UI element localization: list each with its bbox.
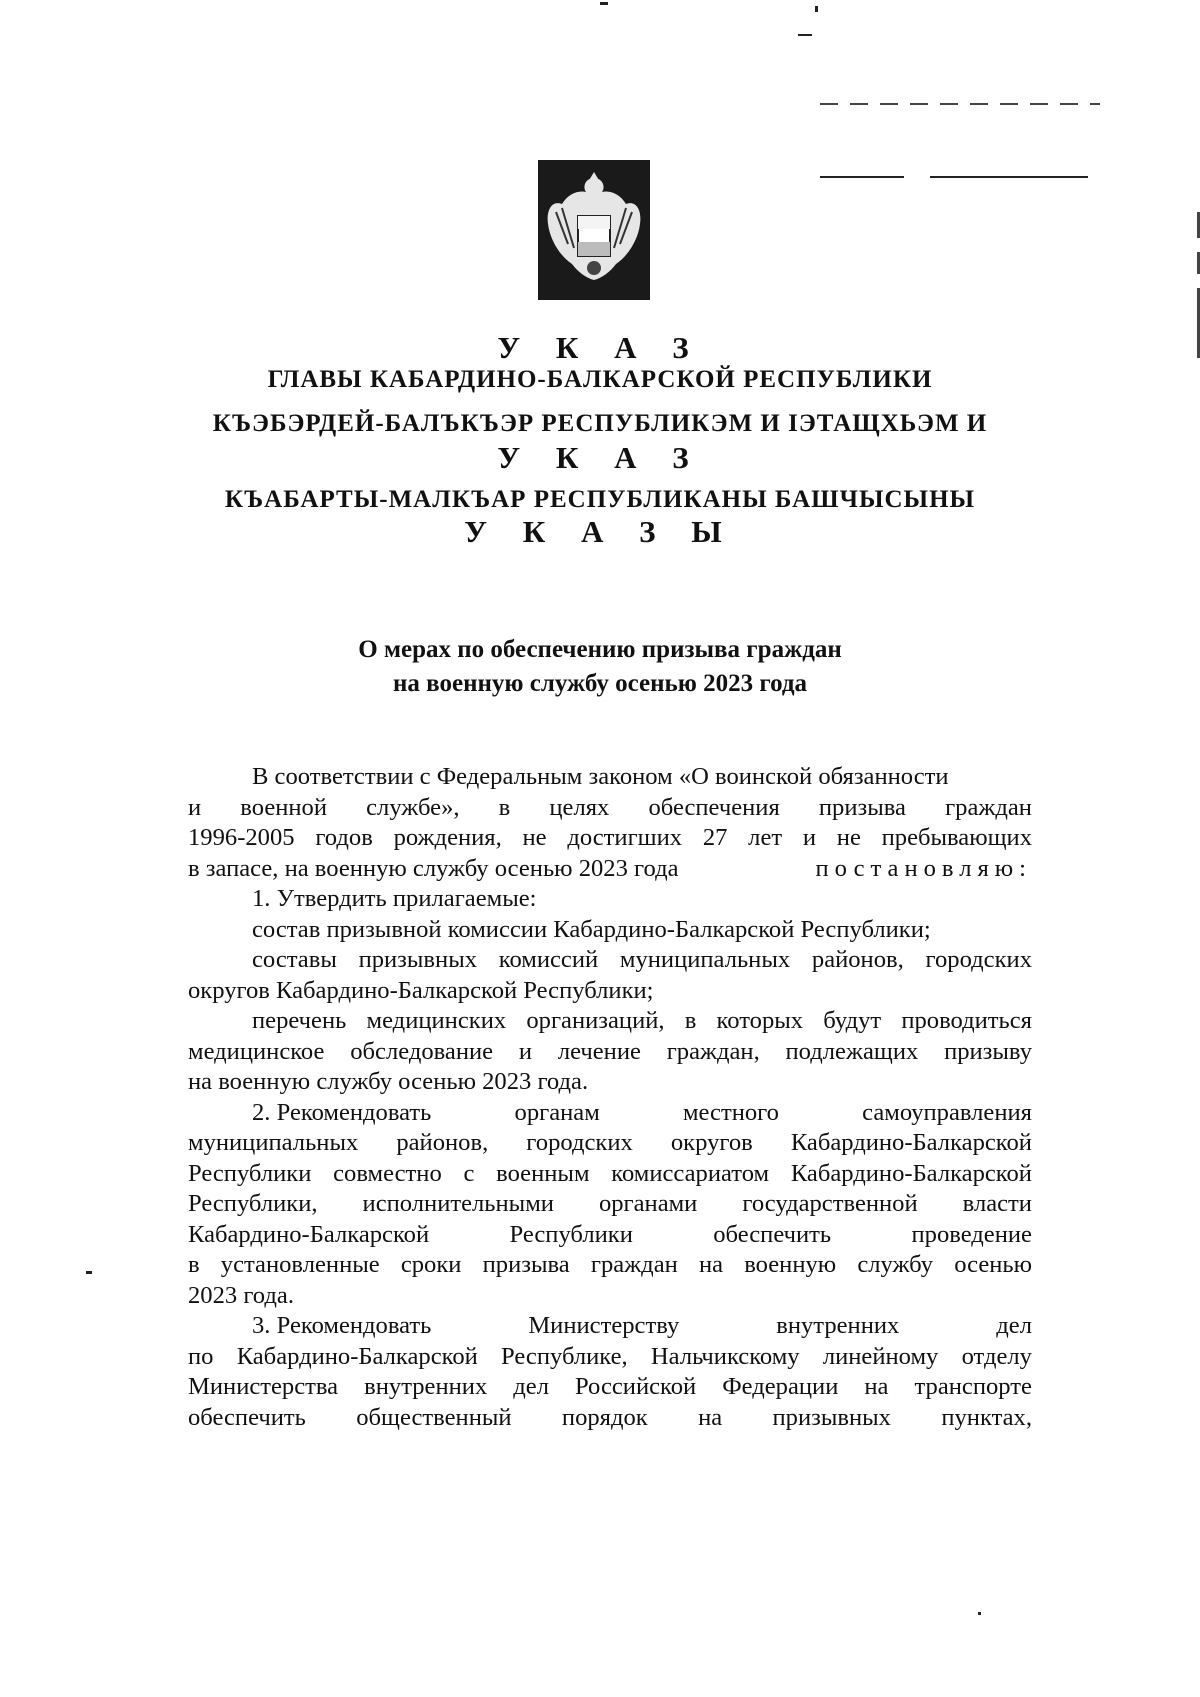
body-word: обеспечить — [188, 1403, 306, 1431]
body-word: военную — [744, 1251, 837, 1278]
body-line — [188, 1403, 1032, 1434]
body-word: совместно — [333, 1159, 442, 1187]
body-word: округов — [670, 1129, 753, 1156]
body-line — [188, 1220, 1032, 1251]
body-line: 2023 года. — [188, 1281, 294, 1309]
decree-title — [0, 633, 1200, 701]
body-word: Министерства — [188, 1373, 339, 1400]
body-word: и — [188, 793, 202, 821]
body-line — [188, 1372, 1032, 1403]
body-word: Кабардино-Балкарской — [790, 1129, 1032, 1156]
body-word: внутренних — [364, 1373, 488, 1400]
scan-mark — [600, 2, 608, 5]
body-line — [188, 1250, 1032, 1281]
body-word: организаций, — [526, 1007, 665, 1034]
body-word: Федерации — [722, 1373, 839, 1400]
body-word: будут — [823, 1007, 882, 1034]
body-word: перечень — [252, 1007, 347, 1034]
body-line — [188, 1037, 1032, 1068]
body-line — [188, 1311, 1032, 1342]
body-word: призыву — [944, 1037, 1032, 1065]
body-line — [188, 1189, 1032, 1220]
body-word: сроки — [400, 1251, 462, 1278]
body-word: граждан — [590, 1251, 678, 1278]
body-word: не — [836, 824, 861, 851]
body-text: в запасе, на военную службу осенью 2023 года — [188, 854, 679, 882]
body-word: порядок — [561, 1403, 648, 1431]
body-word: отделу — [961, 1342, 1032, 1370]
body-line: В соответствии с Федеральным законом «О воинской обязанности — [252, 763, 949, 790]
body-word: местного — [682, 1098, 779, 1126]
body-word: достигших — [567, 824, 683, 851]
body-line — [188, 1006, 1032, 1037]
body-word: рождения, — [393, 824, 502, 851]
decree-heading-kabardian: У К А З — [497, 440, 703, 475]
body-line — [188, 945, 1032, 976]
body-word: Республики — [188, 1159, 312, 1187]
body-word: составы — [252, 946, 337, 973]
body-word: призыва — [818, 793, 906, 821]
body-word: Кабардино-Балкарской — [790, 1159, 1032, 1187]
body-word: комиссий — [498, 946, 599, 973]
body-word: внутренних — [776, 1312, 900, 1339]
scan-dash-line — [820, 103, 1100, 105]
scan-mark — [815, 6, 818, 12]
body-word: государственной — [742, 1190, 918, 1217]
body-word: муниципальных — [619, 946, 791, 973]
body-word: Министерству — [528, 1312, 680, 1339]
body-word: транспорте — [914, 1373, 1032, 1400]
resolve-word: постановляю: — [815, 854, 1032, 882]
body-line: 1. Утвердить прилагаемые: — [252, 885, 537, 912]
body-word: осенью — [954, 1251, 1032, 1278]
body-word: лечение — [557, 1037, 641, 1065]
body-word: обеспечить — [713, 1220, 832, 1248]
issuer-ru: ГЛАВЫ КАБАРДИНО-БАЛКАРСКОЙ РЕСПУБЛИКИ — [267, 366, 933, 393]
body-word: власти — [962, 1190, 1032, 1217]
body-word: медицинских — [366, 1007, 507, 1034]
body-word: самоуправления — [862, 1098, 1032, 1126]
registration-line — [820, 176, 904, 178]
body-line — [188, 1159, 1032, 1190]
issuer-balkar: КЪАБАРТЫ-МАЛКЪАР РЕСПУБЛИКАНЫ БАШЧЫСЫНЫ — [224, 486, 976, 513]
decree-heading-ru: У К А З — [497, 330, 703, 365]
body-word: и — [802, 824, 817, 851]
body-word: лет — [748, 824, 783, 851]
body-word: в — [498, 793, 511, 821]
body-word: призывных — [358, 946, 478, 973]
body-word: в — [188, 1251, 200, 1278]
body-word: службу — [857, 1251, 934, 1278]
body-word: граждан — [945, 793, 1032, 821]
body-word: целях — [549, 793, 610, 821]
scan-mark — [86, 1271, 92, 1274]
body-word: дел — [513, 1373, 549, 1400]
body-word: Республики, — [188, 1190, 318, 1217]
body-word: общественный — [356, 1403, 512, 1431]
body-word: медицинское — [188, 1037, 325, 1065]
body-word: органам — [514, 1098, 600, 1126]
body-word: граждан, — [666, 1037, 760, 1065]
body-word: Республике, — [501, 1342, 628, 1370]
body-line — [188, 823, 1032, 854]
body-line — [188, 1128, 1032, 1159]
body-word: военным — [496, 1159, 590, 1187]
body-line: на военную службу осенью 2023 года. — [188, 1068, 589, 1095]
body-word: пунктах, — [941, 1403, 1032, 1431]
body-word: с — [463, 1159, 475, 1187]
issuer-kabardian: КЪЭБЭРДЕЙ-БАЛЪКЪЭР РЕСПУБЛИКЭМ И IЭТАЩХЬЭМ И — [212, 410, 988, 437]
body-word: городских — [526, 1129, 633, 1156]
scan-mark — [978, 1612, 981, 1615]
body-word: Нальчикскому — [650, 1342, 800, 1370]
scan-mark — [798, 34, 812, 36]
body-word: Кабардино-Балкарской — [188, 1220, 430, 1248]
body-word: 1996-2005 — [188, 824, 295, 851]
body-word: Кабардино-Балкарской — [236, 1342, 478, 1370]
body-word: не — [522, 824, 547, 851]
body-word: на — [698, 1251, 724, 1278]
body-word: 3. Рекомендовать — [252, 1312, 432, 1339]
body-word: военной — [240, 793, 328, 821]
body-line — [188, 1342, 1032, 1373]
body-word: на — [698, 1403, 723, 1431]
body-word: районов, — [396, 1129, 489, 1156]
body-word: Республики — [509, 1220, 633, 1248]
body-word: дел — [996, 1312, 1032, 1339]
body-word: которых — [716, 1007, 804, 1034]
body-word: исполнительными — [362, 1190, 554, 1217]
decree-body — [188, 762, 1032, 1433]
body-word: в — [684, 1007, 697, 1034]
body-word: районов, — [811, 946, 904, 973]
body-line: состав призывной комиссии Кабардино-Балкарской Республики; — [252, 915, 931, 943]
body-line — [188, 793, 1032, 824]
body-word: Российской — [574, 1373, 697, 1400]
body-word: обеспечения — [648, 793, 780, 821]
body-line — [188, 854, 1032, 885]
body-word: по — [188, 1342, 214, 1370]
title-line: О мерах по обеспечению призыва граждан — [358, 636, 842, 663]
decree-heading-balkar: У К А З Ы — [464, 514, 736, 549]
body-word: пребывающих — [881, 824, 1032, 851]
body-line: округов Кабардино-Балкарской Республики; — [188, 976, 654, 1004]
body-word: городских — [925, 946, 1032, 973]
coat-of-arms-emblem — [538, 160, 650, 300]
body-word: и — [518, 1037, 533, 1065]
body-word: проводиться — [901, 1007, 1032, 1034]
body-word: 2. Рекомендовать — [252, 1098, 432, 1126]
body-word: проведение — [911, 1220, 1032, 1248]
body-word: службе», — [366, 793, 460, 821]
body-word: линейному — [822, 1342, 939, 1370]
body-line — [188, 1098, 1032, 1129]
body-word: обследование — [350, 1037, 494, 1065]
registration-line — [930, 176, 1088, 178]
body-word: комиссариатом — [611, 1159, 770, 1187]
body-word: 27 — [702, 824, 728, 851]
title-line: на военную службу осенью 2023 года — [392, 670, 807, 697]
body-word: муниципальных — [188, 1129, 359, 1156]
body-word: органами — [598, 1190, 698, 1217]
body-word: годов — [315, 824, 373, 851]
body-word: подлежащих — [785, 1037, 919, 1065]
body-word: призывных — [772, 1403, 891, 1431]
body-word: установленные — [220, 1251, 380, 1278]
body-word: на — [864, 1373, 889, 1400]
body-word: призыва — [482, 1251, 570, 1278]
